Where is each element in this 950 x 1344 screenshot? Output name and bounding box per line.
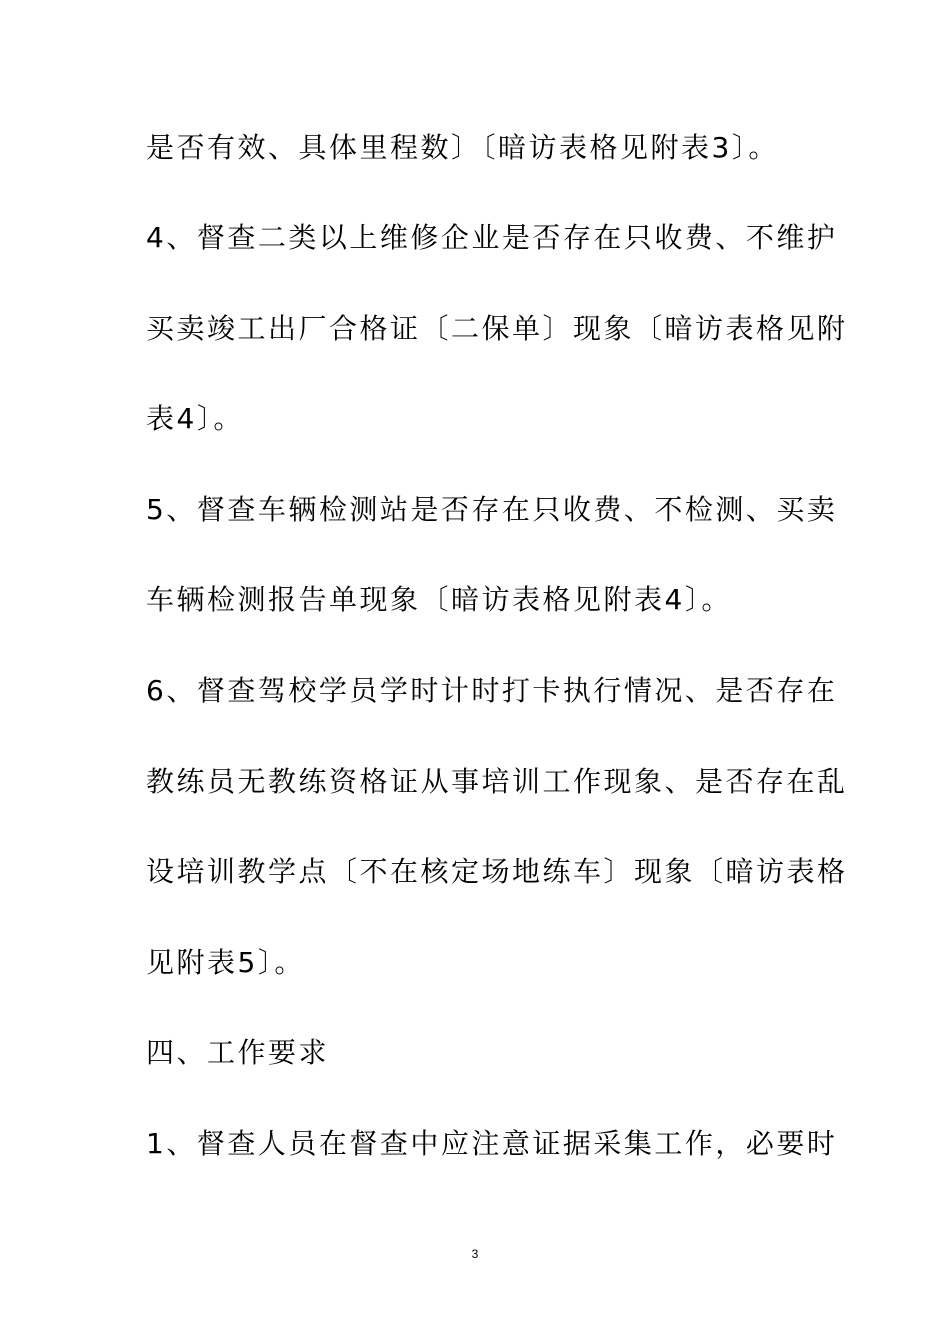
text-line-12: 1、督查人员在督查中应注意证据采集工作，必要时 [146, 1127, 838, 1160]
text-line-8: 教练员无教练资格证从事培训工作现象、是否存在乱 [146, 765, 848, 798]
text-line-5: 5、督查车辆检测站是否存在只收费、不检测、买卖 [146, 493, 838, 526]
page-number: 3 [471, 1247, 479, 1261]
text-line-4: 表4〕。 [146, 402, 244, 435]
text-line-9: 设培训教学点〔不在核定场地练车〕现象〔暗访表格 [146, 855, 848, 888]
text-line-10: 见附表5〕。 [146, 946, 305, 979]
text-line-3: 买卖竣工出厂合格证〔二保单〕现象〔暗访表格见附 [146, 312, 848, 345]
text-line-7: 6、督查驾校学员学时计时打卡执行情况、是否存在 [146, 674, 838, 707]
text-line-2: 4、督查二类以上维修企业是否存在只收费、不维护 [146, 221, 838, 254]
section-heading: 四、工作要求 [146, 1036, 330, 1069]
text-line-1: 是否有效、具体里程数〕〔暗访表格见附表3〕。 [146, 131, 779, 164]
text-line-6: 车辆检测报告单现象〔暗访表格见附表4〕。 [146, 583, 732, 616]
